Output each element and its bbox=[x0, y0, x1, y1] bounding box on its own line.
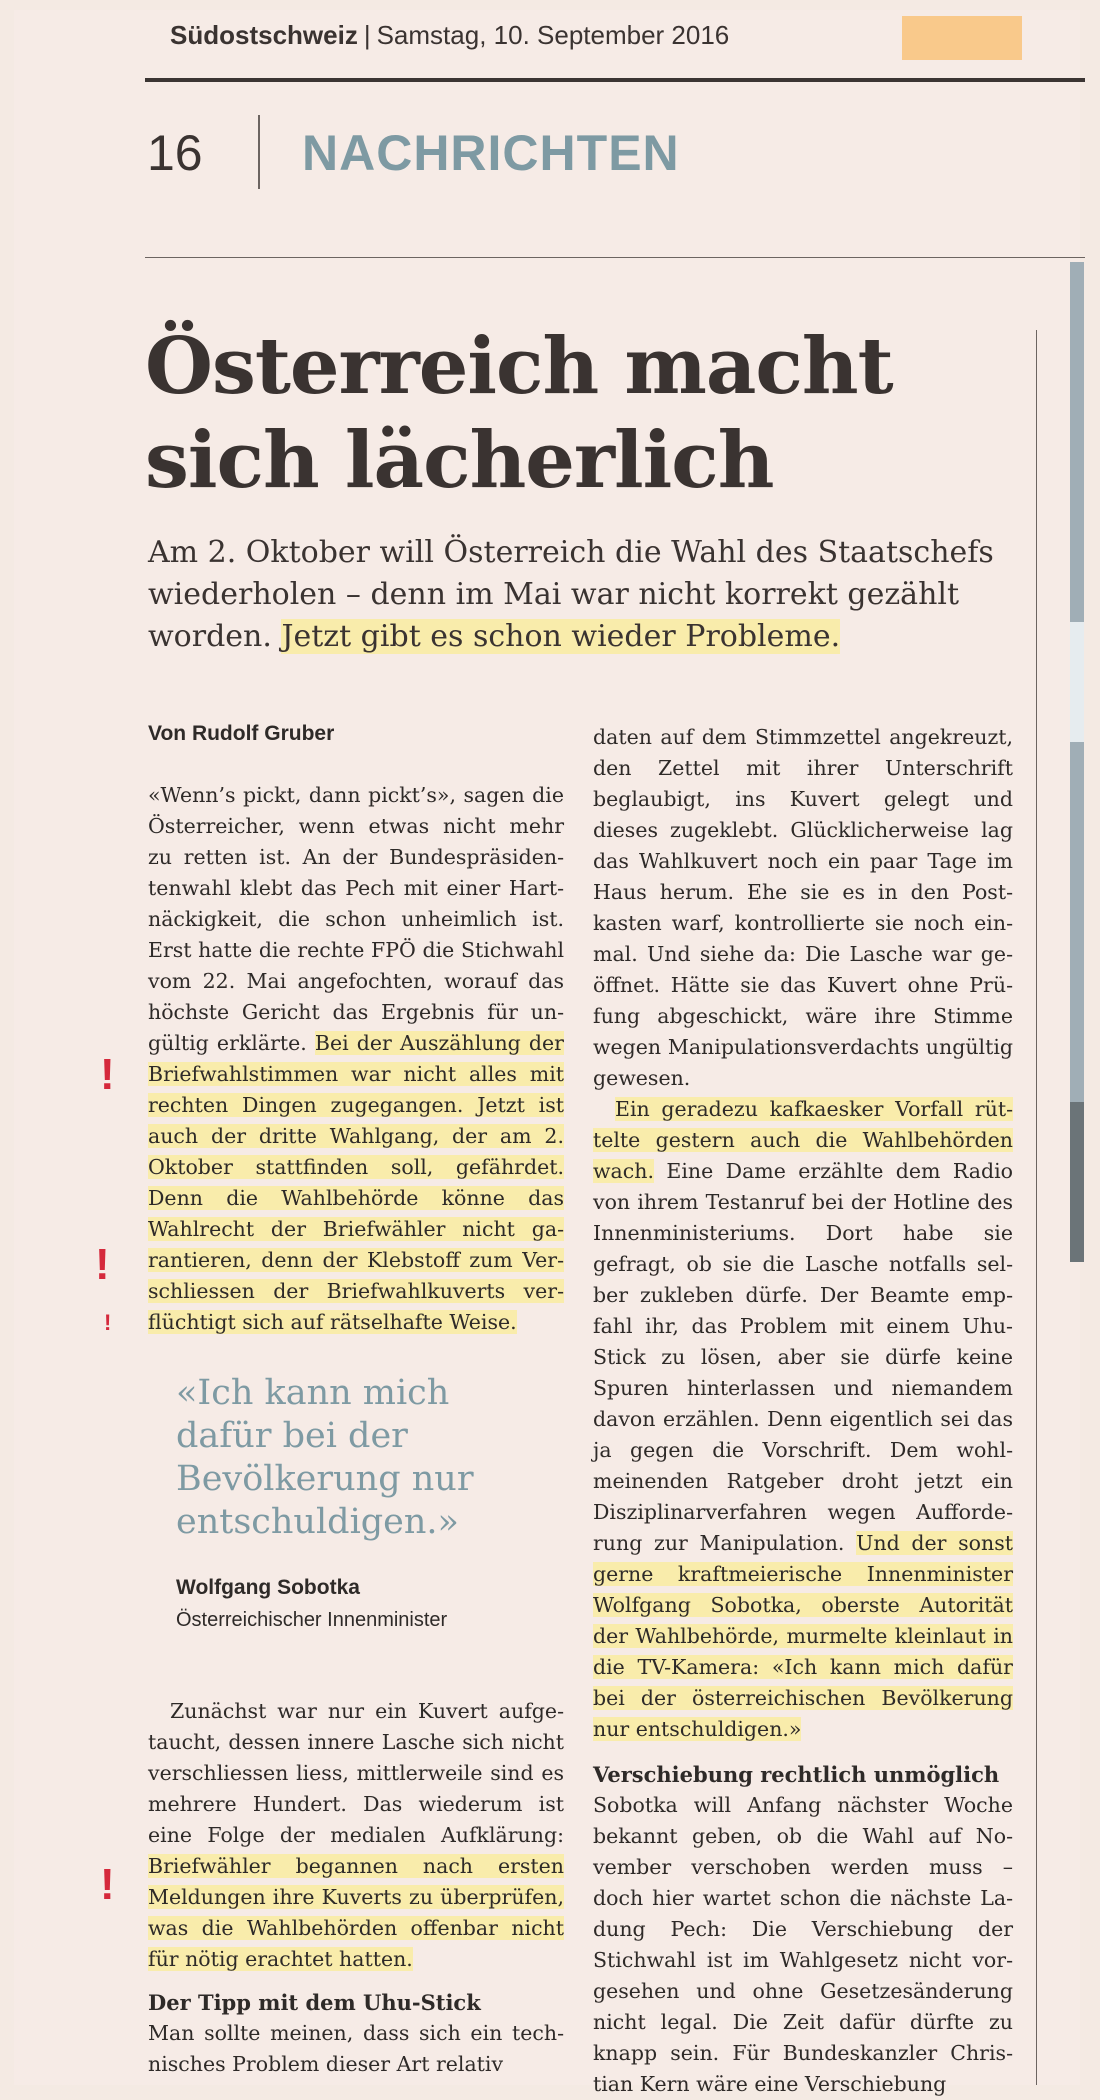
highlighted-text: Bei der Auszählung der Briefwahlstimmen war nicht alles mit rechten Dingen zugegangen. Jetzt ist auch der dritte Wahlgang, der am 2. Oktober stattfinden soll, gefährdet. Denn die Wahlbehörde könne das Wahlrecht der Briefwähler nicht garantieren, denn der Klebstoff zum Verschliessen der Briefwahlkuverts verflüchtigt sich auf rätselhafte Weise. bbox=[148, 1031, 564, 1334]
column-right bbox=[593, 722, 1013, 2100]
page-number-divider bbox=[258, 115, 260, 189]
masthead-separator: | bbox=[363, 20, 371, 50]
paper-name: Südostschweiz bbox=[170, 20, 358, 50]
paragraph-text: Zunächst war nur ein Kuvert aufgetaucht, dessen innere Lasche sich nicht verschliessen liess, mittlerweile sind es mehrere Hundert. Das wiederum ist eine Folge der medialen Aufklärung: bbox=[148, 1699, 564, 1847]
exclamation-mark-icon: ! bbox=[104, 1310, 112, 1335]
exclamation-mark-icon: ! bbox=[95, 1240, 110, 1289]
article-lead bbox=[148, 532, 1028, 658]
top-rule bbox=[145, 78, 1085, 82]
column-rule bbox=[1036, 330, 1037, 2085]
section-rule bbox=[145, 257, 1085, 258]
paragraph-text: «Wenn’s pickt, dann pickt’s», sagen die Österreicher, wenn etwas nicht mehr zu retten ist. An der Bundespräsidentenwahl klebt das Pech mit einer Hartnäckigkeit, die schon unheimlich ist. Erst hatte die rechte FPÖ die Stichwahl vom 22. Mai angefochten, worauf das höchste Gericht das Ergebnis für ungültig erklärte. bbox=[148, 783, 564, 1055]
paragraph bbox=[593, 1094, 1013, 1745]
paragraph: Sobotka will Anfang nächster Woche bekannt geben, ob die Wahl auf November verschoben werden muss – doch hier wartet schon die nächste Ladung Pech: Die Verschiebung der Stichwahl ist im Wahlgesetz nicht vorgesehen und ohne Gesetzesänderung nicht legal. Die Zeit dafür dürfte zu knapp sein. Für Bundeskanzler Christian Kern wäre eine Verschiebung bbox=[593, 1793, 1013, 2096]
highlighted-text: Und der sonst gerne kraftmeierische Innenminister Wolfgang Sobotka, oberste Autorität der Wahlbehörde, murmelte kleinlaut in die TV-Kamera: «Ich kann mich dafür bei der österreichischen Bevölkerung nur entschuldigen.» bbox=[593, 1531, 1013, 1741]
article-headline: Österreich macht sich lächerlich bbox=[145, 321, 893, 506]
paragraph bbox=[148, 780, 564, 1338]
subheading: Verschiebung rechtlich unmöglich bbox=[593, 1762, 1000, 1787]
section-title: NACHRICHTEN bbox=[302, 125, 680, 181]
sticky-note bbox=[902, 16, 1022, 60]
column-left-top bbox=[148, 780, 564, 1338]
page-number: 16 bbox=[147, 125, 203, 181]
paragraph: daten auf dem Stimmzettel angekreuzt, den Zettel mit ihrer Unterschrift beglaubigt, ins Kuvert gelegt und dieses zugeklebt. Glücklicherweise lag das Wahlkuvert noch ein paar Tage im Haus herum. Ehe sie es in den Postkasten warf, kontrollierte sie noch einmal. Und siehe da: Die Lasche war geöffnet. Hätte sie das Kuvert ohne Prüfung abgeschickt, wäre ihre Stimme wegen Manipulationsverdachts ungültig gewesen. bbox=[593, 725, 1013, 1090]
lead-text: Am 2. Oktober will Österreich die Wahl des Staatschefs wiederholen – denn im Mai war nicht korrekt gezählt worden. bbox=[148, 535, 994, 654]
quote-author: Wolfgang Sobotka bbox=[176, 1576, 360, 1599]
issue-date: Samstag, 10. September 2016 bbox=[376, 20, 730, 50]
masthead bbox=[170, 20, 729, 51]
highlighted-text: Ein geradezu kafkaesker Vorfall rüttelte gestern auch die Wahlbehörden wach. bbox=[593, 1097, 1013, 1183]
quote-author-role: Österreichischer Innenminister bbox=[176, 1609, 448, 1631]
paragraph: Man sollte meinen, dass sich ein technisches Problem dieser Art relativ bbox=[148, 2021, 564, 2076]
adjacent-photo-edge bbox=[1070, 262, 1084, 1262]
exclamation-mark-icon: ! bbox=[100, 1860, 115, 1909]
paragraph-text: Eine Dame erzählte dem Radio von ihrem Testanruf bei der Hotline des Innenministeriums. Dort habe sie gefragt, ob sie die Lasche notfalls selber zukleben dürfe. Der Beamte empfahl ihr, das Problem mit einem Uhu-Stick zu lösen, aber sie dürfe keine Spuren hinterlassen und niemandem davon erzählen. Denn eigentlich sei das ja gegen die Vorschrift. Dem wohlmeinenden Ratgeber droht jetzt ein Disziplinarverfahren wegen Aufforderung zur Manipulation. bbox=[593, 1159, 1013, 1555]
lead-highlighted: Jetzt gibt es schon wieder Probleme. bbox=[281, 619, 841, 654]
subheading: Der Tipp mit dem Uhu-Stick bbox=[148, 1990, 481, 2015]
byline: Von Rudolf Gruber bbox=[148, 722, 335, 745]
pull-quote: «Ich kann mich dafür bei der Bevölkerung nur entschuldigen.» bbox=[176, 1373, 474, 1542]
paragraph bbox=[148, 1696, 564, 1975]
highlighted-text: Briefwähler begannen nach ersten Meldungen ihre Kuverts zu überprüfen, was die Wahlbehörden offenbar nicht für nötig erachtet hatten. bbox=[148, 1854, 564, 1971]
exclamation-mark-icon: ! bbox=[100, 1050, 115, 1099]
column-left-bottom bbox=[148, 1696, 564, 2080]
